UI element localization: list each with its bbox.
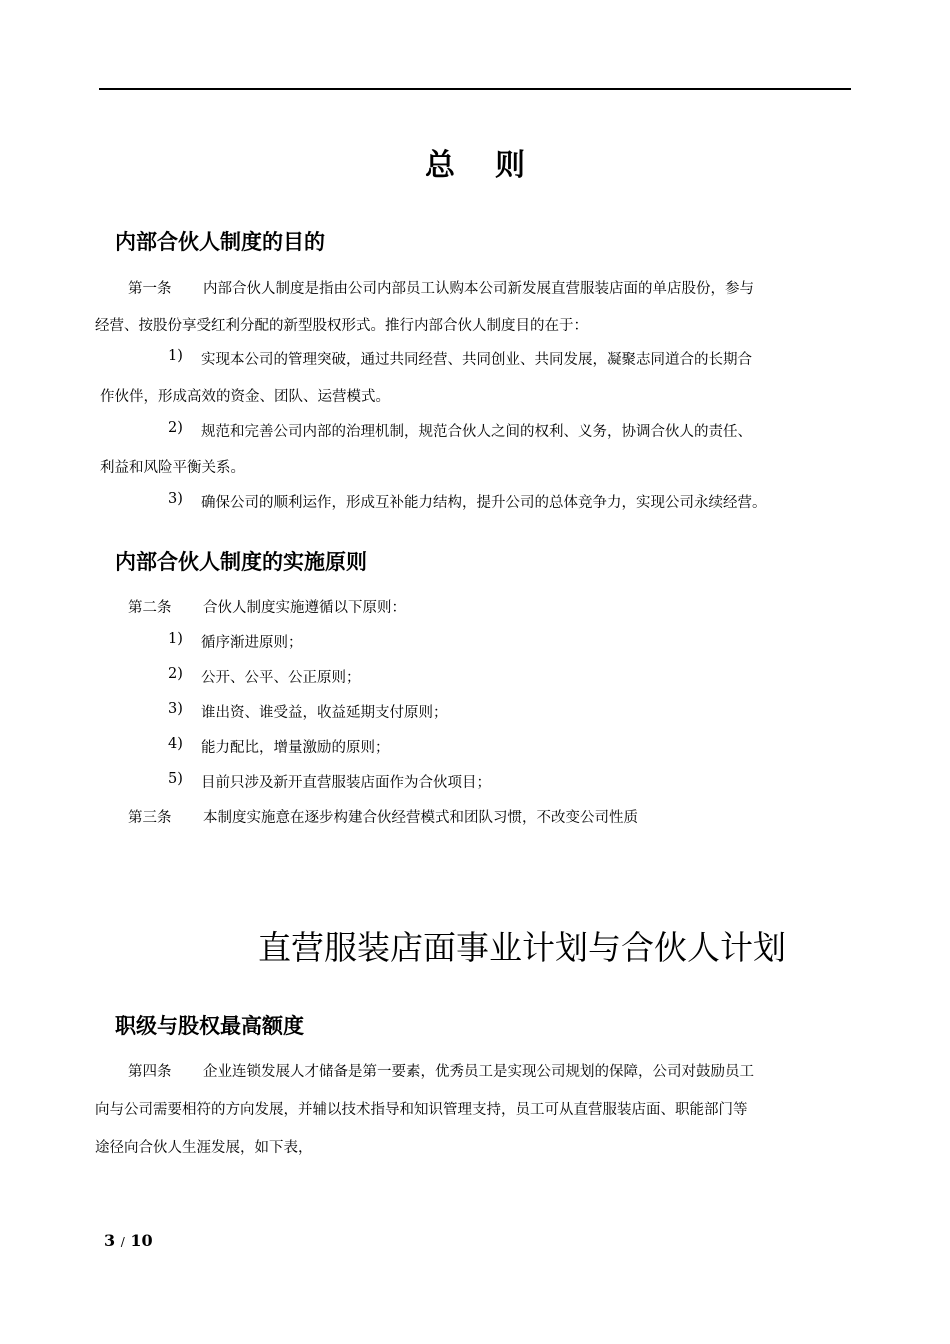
page-current: 3 bbox=[104, 1231, 116, 1250]
list-item-text: 实现本公司的管理突破，通过共同经营、共同创业、共同发展，凝聚志同道合的长期合 bbox=[201, 352, 752, 368]
section-heading-rank-equity: 职级与股权最高额度 bbox=[115, 1014, 304, 1038]
article-3 bbox=[128, 806, 638, 827]
list-item-text: 谁出资、谁受益，收益延期支付原则； bbox=[201, 705, 448, 721]
list-item-text: 能力配比，增量激励的原则； bbox=[201, 740, 390, 756]
list-item-text: 目前只涉及新开直营服装店面作为合伙项目； bbox=[201, 775, 491, 791]
article-4-line-2: 向与公司需要相符的方向发展，并辅以技术指导和知识管理支持，员工可从直营服装店面、职能部门等 bbox=[95, 1102, 748, 1118]
page-total: 10 bbox=[130, 1231, 153, 1250]
article-label: 第二条 bbox=[128, 600, 172, 616]
article-label: 第四条 bbox=[128, 1064, 172, 1080]
article-text: 本制度实施意在逐步构建合伙经营模式和团队习惯，不改变公司性质 bbox=[203, 810, 638, 826]
page-number bbox=[104, 1231, 153, 1250]
chapter-title: 直营服装店面事业计划与合伙人计划 bbox=[258, 928, 786, 967]
list-item-number: 2) bbox=[168, 420, 183, 436]
page-separator: / bbox=[120, 1235, 125, 1249]
list-item-number: 2) bbox=[168, 666, 183, 682]
section-heading-purpose: 内部合伙人制度的目的 bbox=[115, 230, 325, 254]
list-item-number: 3) bbox=[168, 491, 183, 507]
list-item-number: 4) bbox=[168, 736, 183, 752]
list-item-text-cont: 作伙伴，形成高效的资金、团队、运营模式。 bbox=[100, 389, 390, 405]
section-heading-principles: 内部合伙人制度的实施原则 bbox=[115, 550, 367, 574]
article-1-line-2: 经营、按股份享受红利分配的新型股权形式。推行内部合伙人制度目的在于： bbox=[95, 318, 588, 334]
article-label: 第一条 bbox=[128, 281, 172, 297]
list-item-text: 循序渐进原则； bbox=[201, 635, 303, 651]
article-1-line-1 bbox=[128, 277, 754, 298]
list-item-text: 规范和完善公司内部的治理机制，规范合伙人之间的权利、义务，协调合伙人的责任、 bbox=[201, 424, 752, 440]
list-item-number: 1) bbox=[168, 631, 183, 647]
article-4-line-1 bbox=[128, 1060, 754, 1081]
article-text: 合伙人制度实施遵循以下原则： bbox=[203, 600, 406, 616]
list-item-number: 5) bbox=[168, 771, 183, 787]
article-label: 第三条 bbox=[128, 810, 172, 826]
header-rule bbox=[99, 88, 851, 90]
list-item-text-cont: 利益和风险平衡关系。 bbox=[100, 460, 245, 476]
page-title: 总则 bbox=[425, 148, 565, 183]
list-item-text: 公开、公平、公正原则； bbox=[201, 670, 361, 686]
list-item-number: 1) bbox=[168, 348, 183, 364]
list-item-text: 确保公司的顺利运作，形成互补能力结构，提升公司的总体竞争力，实现公司永续经营。 bbox=[201, 495, 767, 511]
list-item-number: 3) bbox=[168, 701, 183, 717]
article-2 bbox=[128, 596, 406, 617]
article-text: 企业连锁发展人才储备是第一要素，优秀员工是实现公司规划的保障，公司对鼓励员工 bbox=[203, 1064, 754, 1080]
article-text: 内部合伙人制度是指由公司内部员工认购本公司新发展直营服装店面的单店股份，参与 bbox=[203, 281, 754, 297]
article-4-line-3: 途径向合伙人生涯发展，如下表， bbox=[95, 1140, 313, 1156]
